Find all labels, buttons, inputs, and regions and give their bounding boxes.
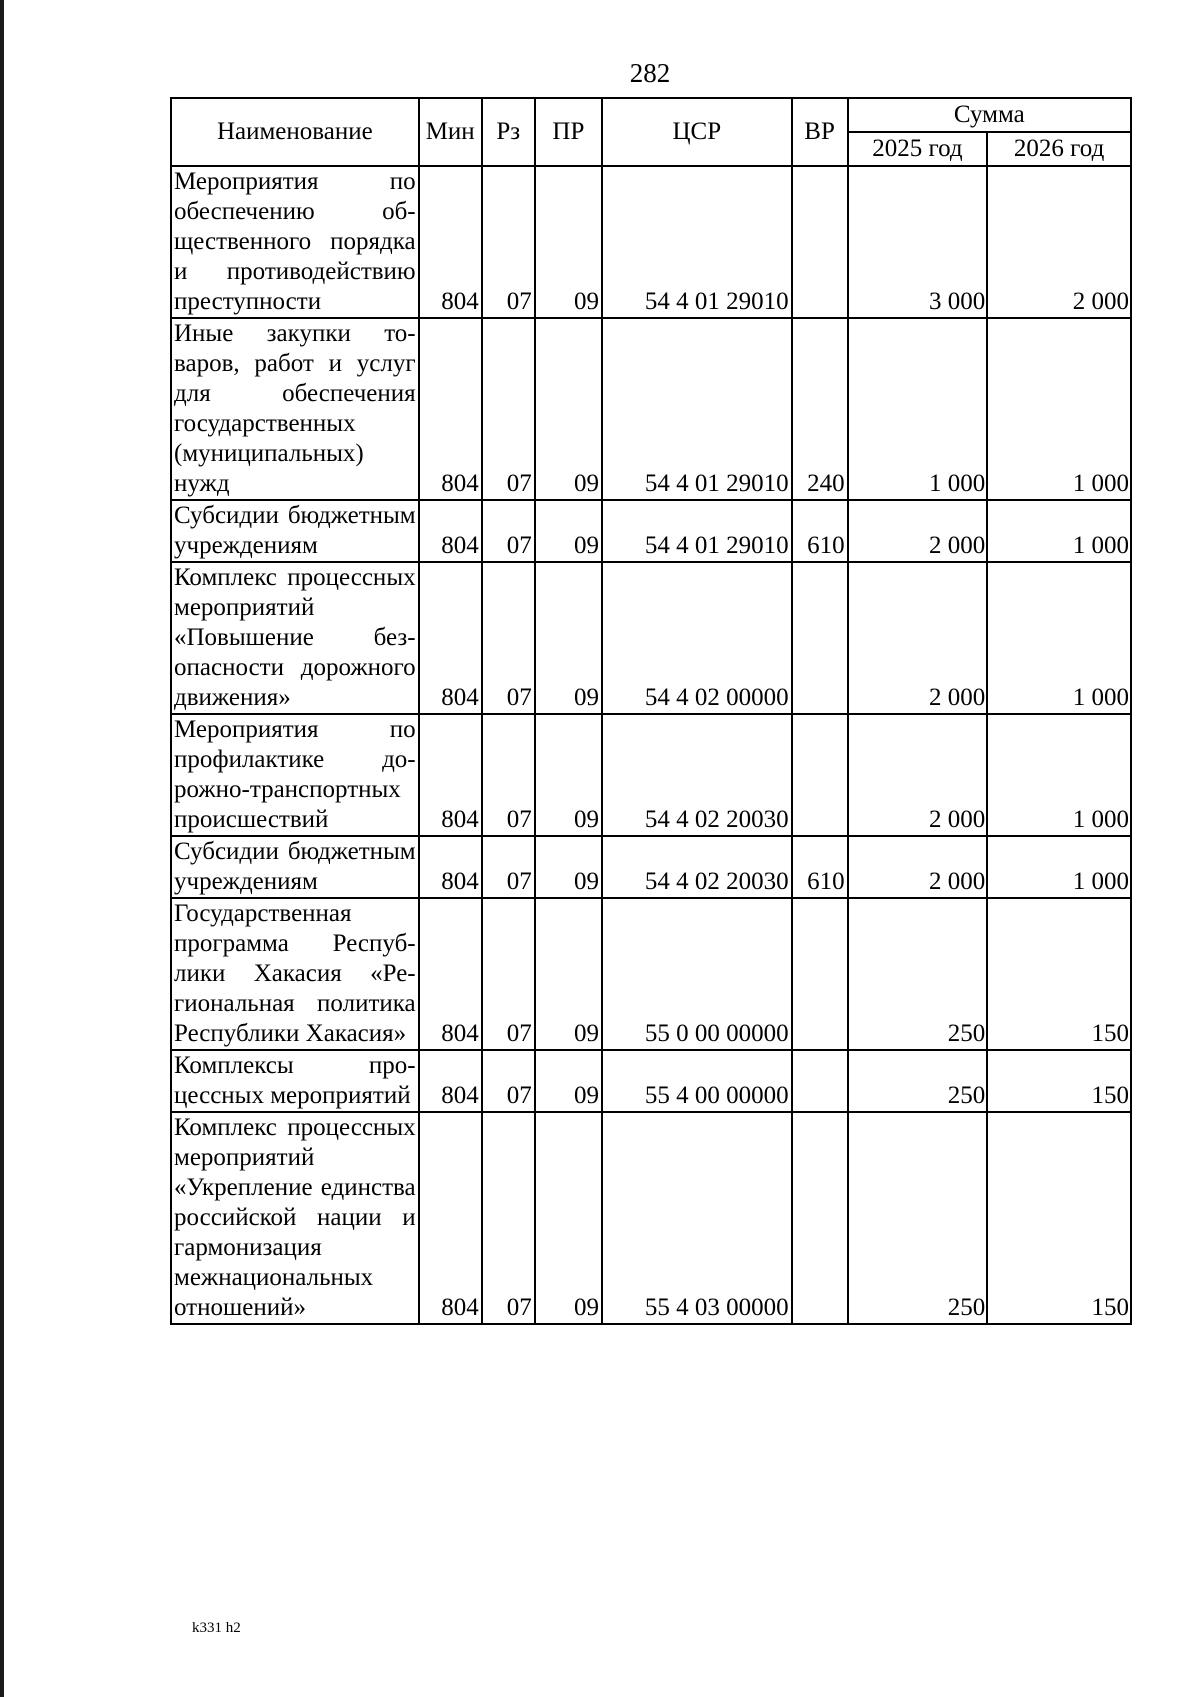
table-row: [171, 500, 1131, 562]
row-csr: 55 0 00 00000: [602, 898, 792, 1050]
row-pr: 09: [535, 562, 602, 714]
row-pr: 09: [535, 166, 602, 318]
row-min: 804: [419, 562, 482, 714]
row-vr: [792, 562, 848, 714]
row-amount-2026: 150: [987, 898, 1131, 1050]
header-2025: 2025 год: [848, 132, 988, 166]
header-min: Мин: [419, 98, 482, 166]
row-amount-2025: 2 000: [848, 836, 988, 898]
row-name: Иные закупки товаров, работ и услуг для обеспечения государственных (муниципальных) нужд: [171, 318, 419, 500]
row-pr: 09: [535, 898, 602, 1050]
row-amount-2026: 2 000: [987, 166, 1131, 318]
row-rz: 07: [482, 500, 535, 562]
row-pr: 09: [535, 1112, 602, 1324]
table-row: [171, 898, 1131, 1050]
row-amount-2025: 3 000: [848, 166, 988, 318]
table-row: [171, 1050, 1131, 1112]
row-min: 804: [419, 1112, 482, 1324]
row-min: 804: [419, 166, 482, 318]
table-row: [171, 836, 1131, 898]
row-name: Государственная программа Республики Хакасия «Региональная политика Республики Хакасия»: [171, 898, 419, 1050]
row-amount-2026: 1 000: [987, 318, 1131, 500]
row-amount-2025: 2 000: [848, 714, 988, 836]
row-amount-2025: 2 000: [848, 500, 988, 562]
table-row: [171, 562, 1131, 714]
row-name: Мероприятия по профилактике дорожно-транспортных происшествий: [171, 714, 419, 836]
row-csr: 54 4 02 00000: [602, 562, 792, 714]
row-rz: 07: [482, 318, 535, 500]
footer-code: k331 h2: [192, 1620, 241, 1636]
row-pr: 09: [535, 714, 602, 836]
row-name: Комплексы процессных мероприятий: [171, 1050, 419, 1112]
table-body: [171, 166, 1131, 1324]
table-row: [171, 318, 1131, 500]
row-csr: 54 4 02 20030: [602, 836, 792, 898]
row-csr: 55 4 00 00000: [602, 1050, 792, 1112]
row-amount-2026: 1 000: [987, 500, 1131, 562]
header-csr: ЦСР: [602, 98, 792, 166]
row-name: Мероприятия по обеспечению общественного порядка и противодействию преступности: [171, 166, 419, 318]
row-vr: [792, 1050, 848, 1112]
row-pr: 09: [535, 318, 602, 500]
row-amount-2025: 250: [848, 1112, 988, 1324]
row-min: 804: [419, 898, 482, 1050]
budget-table: [170, 97, 1132, 1325]
row-name: Комплекс процессных мероприятий «Укрепление единства российской нации и гармонизация межнациональных отношений»: [171, 1112, 419, 1324]
row-min: 804: [419, 714, 482, 836]
table-row: [171, 1112, 1131, 1324]
row-vr: [792, 1112, 848, 1324]
row-amount-2025: 2 000: [848, 562, 988, 714]
row-min: 804: [419, 836, 482, 898]
row-amount-2025: 1 000: [848, 318, 988, 500]
row-min: 804: [419, 318, 482, 500]
page-number: 282: [629, 58, 671, 88]
row-csr: 54 4 01 29010: [602, 500, 792, 562]
row-vr: 610: [792, 836, 848, 898]
row-rz: 07: [482, 166, 535, 318]
row-min: 804: [419, 500, 482, 562]
row-pr: 09: [535, 836, 602, 898]
row-vr: 240: [792, 318, 848, 500]
row-vr: [792, 898, 848, 1050]
row-amount-2026: 1 000: [987, 562, 1131, 714]
header-2026: 2026 год: [987, 132, 1131, 166]
row-rz: 07: [482, 714, 535, 836]
scan-edge: [0, 0, 4, 1697]
table-header: [171, 98, 1131, 166]
row-csr: 54 4 01 29010: [602, 318, 792, 500]
header-name: Наименование: [171, 98, 419, 166]
row-amount-2026: 1 000: [987, 714, 1131, 836]
row-rz: 07: [482, 836, 535, 898]
row-rz: 07: [482, 562, 535, 714]
row-vr: [792, 166, 848, 318]
row-name: Субсидии бюджетным учреждениям: [171, 836, 419, 898]
row-name: Комплекс процессных мероприятий «Повышение безопасности дорожного движения»: [171, 562, 419, 714]
table-row: [171, 166, 1131, 318]
header-pr: ПР: [535, 98, 602, 166]
row-csr: 54 4 02 20030: [602, 714, 792, 836]
table-row: [171, 714, 1131, 836]
row-pr: 09: [535, 500, 602, 562]
row-amount-2026: 150: [987, 1112, 1131, 1324]
header-rz: Рз: [482, 98, 535, 166]
row-csr: 54 4 01 29010: [602, 166, 792, 318]
row-csr: 55 4 03 00000: [602, 1112, 792, 1324]
row-amount-2026: 1 000: [987, 836, 1131, 898]
header-sum: Сумма: [848, 98, 1131, 132]
row-amount-2025: 250: [848, 1050, 988, 1112]
row-vr: 610: [792, 500, 848, 562]
row-rz: 07: [482, 1050, 535, 1112]
row-pr: 09: [535, 1050, 602, 1112]
row-min: 804: [419, 1050, 482, 1112]
row-name: Субсидии бюджетным учреждениям: [171, 500, 419, 562]
row-amount-2025: 250: [848, 898, 988, 1050]
row-vr: [792, 714, 848, 836]
row-rz: 07: [482, 1112, 535, 1324]
header-vr: ВР: [792, 98, 848, 166]
row-amount-2026: 150: [987, 1050, 1131, 1112]
row-rz: 07: [482, 898, 535, 1050]
